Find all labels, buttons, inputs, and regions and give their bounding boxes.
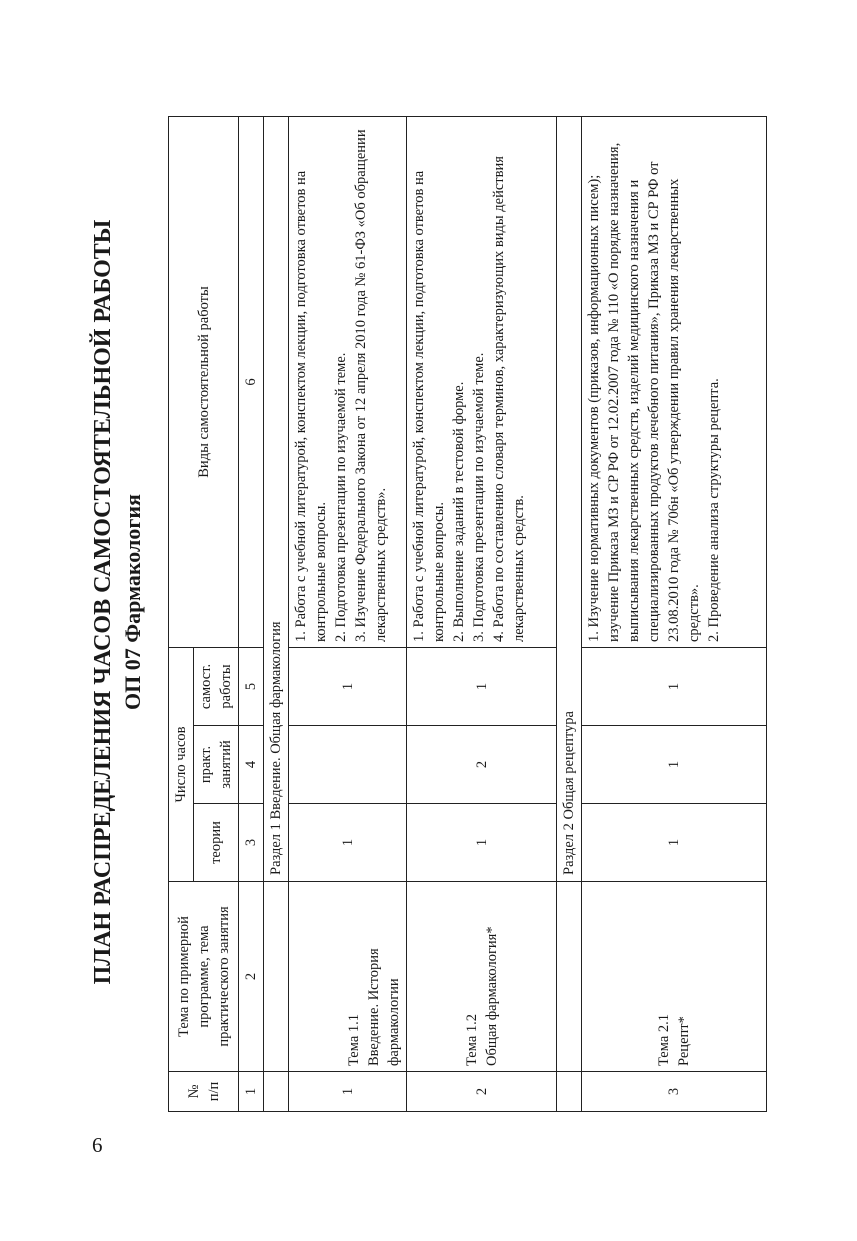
header-practice: практ. занятий: [194, 726, 239, 804]
header-topic: Тема по примерной программе, тема практического занятия: [169, 882, 239, 1072]
work-item: 2. Выполнение заданий в тестовой форме.: [451, 381, 467, 642]
section-label: Раздел 1 Введение. Общая фармакология: [264, 117, 289, 882]
row-number: 3: [582, 1072, 767, 1112]
work-item: 3. Изучение Федерального Закона от 12 апреля 2010 года № 61-ФЗ «Об обращении лекарственных средств».: [353, 129, 389, 642]
topic-cell: [407, 882, 557, 1072]
column-number: 5: [239, 648, 264, 726]
practice-hours: [289, 726, 407, 804]
work-item: 2. Подготовка презентации по изучаемой теме.: [333, 352, 349, 642]
self-hours: 1: [289, 648, 407, 726]
theory-hours: 1: [407, 804, 557, 882]
column-number: 3: [239, 804, 264, 882]
section-row: [264, 117, 289, 1112]
header-hours: Число часов: [169, 648, 194, 882]
column-number: 6: [239, 117, 264, 648]
work-item: 1. Работа с учебной литературой, конспектом лекции, подготовка ответов на контрольные вопросы.: [411, 170, 447, 642]
work-item: 2. Проведение анализа структуры рецепта.: [706, 378, 722, 642]
header-self: самост. работы: [194, 648, 239, 726]
topic-title: Тема 1.2: [463, 1013, 480, 1066]
work-types-cell: [289, 117, 407, 648]
row-number: 1: [289, 1072, 407, 1112]
topic-title: Тема 1.1: [346, 1013, 362, 1066]
section-label: Раздел 2 Общая рецептура: [557, 117, 582, 882]
column-number: 2: [239, 882, 264, 1072]
table-row: [582, 117, 767, 1112]
page-title: ПЛАН РАСПРЕДЕЛЕНИЯ ЧАСОВ САМОСТОЯТЕЛЬНОЙ РАБОТЫ: [90, 219, 116, 985]
self-hours: 1: [407, 648, 557, 726]
work-item: 1. Изучение нормативных документов (приказов, информационных писем); изучение Приказа МЗ и СР РФ от 12.02.2007 года № 110 «О порядке назначения, выписывания лекарственных средств, изделий медицинского назначения и специализированных продуктов лечебного питания», Приказа МЗ и СР РФ от 23.08.2010 года № 706н «Об утверждении правил хранения лекарственных средств».: [586, 142, 702, 642]
hours-table: [168, 116, 767, 1112]
practice-hours: 2: [407, 726, 557, 804]
topic-title: Тема 2.1: [656, 1013, 672, 1066]
topic-name: Рецепт*: [676, 1016, 692, 1066]
work-types-cell: [407, 117, 557, 648]
column-number: 1: [239, 1072, 264, 1112]
topic-cell: [582, 882, 767, 1072]
theory-hours: 1: [289, 804, 407, 882]
row-number: 2: [407, 1072, 557, 1112]
work-item: 3. Подготовка презентации по изучаемой теме.: [471, 352, 487, 642]
section-row: [557, 117, 582, 1112]
theory-hours: 1: [582, 804, 767, 882]
topic-cell: [289, 882, 407, 1072]
header-theory: теории: [194, 804, 239, 882]
rotated-page-content: [90, 92, 770, 1112]
work-item: 1. Работа с учебной литературой, конспектом лекции, подготовка ответов на контрольные вопросы.: [293, 170, 329, 642]
header-num: № п/п: [169, 1072, 239, 1112]
page-number: 6: [92, 1133, 103, 1157]
column-number: 4: [239, 726, 264, 804]
self-hours: 1: [582, 648, 767, 726]
table-row: [407, 117, 557, 1112]
practice-hours: 1: [582, 726, 767, 804]
work-item: 4. Работа по составлению словаря терминов, характеризующих виды действия лекарственных средств.: [491, 156, 527, 642]
topic-name: Общая фармакология*: [483, 926, 500, 1066]
header-work-types: Виды самостоятельной работы: [169, 117, 239, 648]
work-types-cell: [582, 117, 767, 648]
page-subtitle: ОП 07 Фармакология: [120, 494, 145, 710]
topic-name: Введение. История фармакологии: [366, 948, 402, 1066]
column-numbers-row: [239, 117, 264, 1112]
table-row: [289, 117, 407, 1112]
